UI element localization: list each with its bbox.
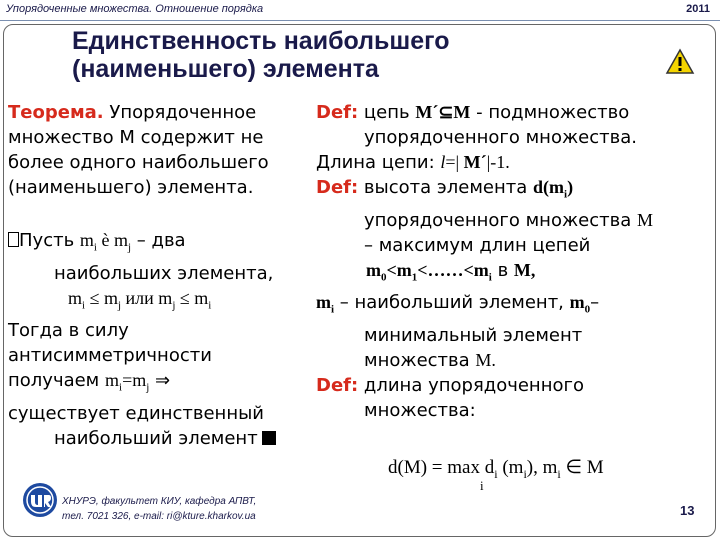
proof-line-2: наибольших элемента, <box>54 262 274 284</box>
theorem-line-2: множество М содержит не <box>8 127 264 148</box>
qed-square-icon <box>262 431 276 445</box>
course-title: Упорядоченные множества. Отношение порядка <box>6 3 264 15</box>
title-line-2: (наименьшего) элемента <box>72 55 379 83</box>
warning-triangle-icon <box>665 48 695 76</box>
proof-line-5: антисимметричности <box>8 345 212 367</box>
length-formula: $d(M) = \max d_i$ $(m_i)$, $m_i$ ∈ M i <box>388 457 604 493</box>
def-height-line-2: упорядоченного множества M <box>364 209 654 231</box>
footer-line-1: ХНУРЭ, факультет КИУ, кафедра АПВТ, <box>62 496 257 507</box>
page-number: 13 <box>680 503 695 518</box>
def-length-line-2: множества: <box>364 399 476 421</box>
chain-length-line: Длина цепи: l=| M´|-1. <box>316 152 510 173</box>
def-length-line-1: Def: длина упорядоченного <box>316 374 584 396</box>
set-M-line: множества M. <box>364 349 496 371</box>
def-height-line-3: – максимум длин цепей <box>364 234 591 256</box>
def-chain-line-2: упорядоченного множества. <box>364 127 637 148</box>
theorem-line-1: Теорема. Упорядоченное <box>8 102 257 123</box>
proof-line-3: $m_i \le m_j$ или $m_j \le m_i$ <box>68 287 212 312</box>
proof-line-6: получаем $m_i=m_j$ ⇒ <box>8 370 171 394</box>
proof-line-4: Тогда в силу <box>8 320 129 342</box>
theorem-column <box>8 100 313 451</box>
bullet-box <box>8 232 19 247</box>
title-line-1: Единственность наибольшего <box>72 27 450 55</box>
theorem-line-3: более одного наибольшего <box>8 152 269 173</box>
proof-line-8: наибольший элемент <box>8 426 313 451</box>
footer-contacts <box>62 494 256 524</box>
university-logo-icon <box>22 482 58 518</box>
year-label: 2011 <box>686 3 710 15</box>
theorem-line-4: (наименьшего) элемента. <box>8 177 254 198</box>
def-chain-line-1: Def: цепь M´⊆M - подмножество <box>316 102 630 123</box>
spacer <box>8 200 313 228</box>
slide-title <box>72 27 632 83</box>
chain-formula: $m_0<m_1<\dots\dots<m_i$ в M, <box>366 259 536 284</box>
definitions-column <box>316 100 716 423</box>
proof-line-7: существует единственный <box>8 402 264 424</box>
def-height-line-1: Def: высота элемента $d(m_i)$ <box>316 177 574 201</box>
min-element-line: минимальный элемент <box>364 324 583 346</box>
header-bar <box>0 0 720 21</box>
proof-line-1: Пусть $m_i$ è $m_j$ – два <box>8 228 313 261</box>
theorem-label: Теорема. <box>8 102 104 123</box>
footer-line-2: тел. 7021 326, e-mail: ri@kture.kharkov.ua <box>62 511 256 522</box>
max-element-line: $m_i$ – наибольший элемент, $m_0-$ <box>316 292 600 316</box>
